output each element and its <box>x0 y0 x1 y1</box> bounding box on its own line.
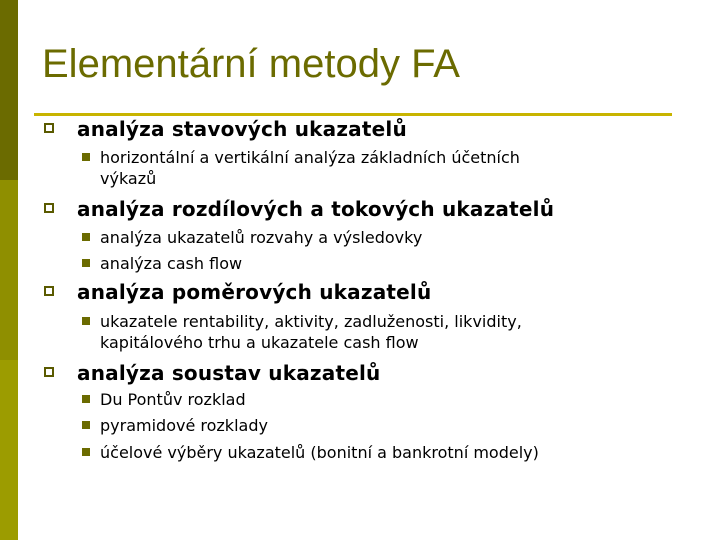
sub-bullet-line1: Du Pontův rozklad <box>100 390 246 409</box>
sub-bullet-line1: pyramidové rozklady <box>100 416 268 435</box>
filled-square-bullet-icon <box>82 421 90 429</box>
sub-bullet-line2: výkazů <box>100 169 157 188</box>
slide-title: Elementární metody FA <box>42 42 460 86</box>
bullet-label: analýza soustav ukazatelů <box>77 361 381 385</box>
bullet-label: analýza rozdílových a tokových ukazatelů <box>77 197 555 221</box>
side-bar-segment-top <box>0 0 18 180</box>
filled-square-bullet-icon <box>82 395 90 403</box>
side-accent-bar <box>0 0 18 540</box>
side-bar-segment-middle <box>0 180 18 360</box>
sub-bullet-line1: horizontální a vertikální analýza základních účetních <box>100 148 520 167</box>
square-bullet-icon <box>44 367 54 377</box>
square-bullet-icon <box>44 203 54 213</box>
sub-bullet-line1: analýza ukazatelů rozvahy a výsledovky <box>100 228 423 247</box>
bullet-label: analýza stavových ukazatelů <box>77 117 407 141</box>
square-bullet-icon <box>44 286 54 296</box>
bullet-label: analýza poměrových ukazatelů <box>77 280 432 304</box>
title-divider <box>34 113 672 116</box>
filled-square-bullet-icon <box>82 259 90 267</box>
side-bar-segment-bottom <box>0 360 18 540</box>
square-bullet-icon <box>44 123 54 133</box>
filled-square-bullet-icon <box>82 448 90 456</box>
filled-square-bullet-icon <box>82 233 90 241</box>
sub-bullet-line1: ukazatele rentability, aktivity, zadluženosti, likvidity, <box>100 312 522 331</box>
filled-square-bullet-icon <box>82 317 90 325</box>
filled-square-bullet-icon <box>82 153 90 161</box>
sub-bullet-line1: účelové výběry ukazatelů (bonitní a bankrotní modely) <box>100 443 539 462</box>
sub-bullet-line1: analýza cash flow <box>100 254 243 273</box>
sub-bullet-line2: kapitálového trhu a ukazatele cash flow <box>100 333 419 352</box>
